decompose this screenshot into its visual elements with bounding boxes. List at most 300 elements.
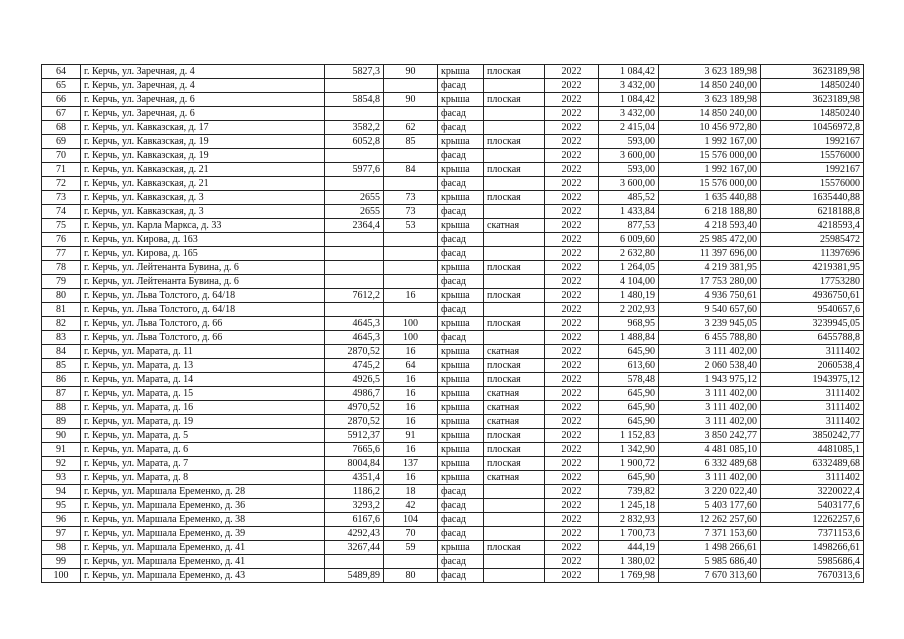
cost-cell: 11 397 696,00 — [659, 247, 761, 261]
address-cell: г. Керчь, ул. Кавказская, д. 19 — [81, 149, 325, 163]
flats-cell: 90 — [384, 93, 438, 107]
cost-cell: 1 992 167,00 — [659, 163, 761, 177]
roof-type-cell: плоская — [484, 429, 545, 443]
unit-price-cell: 1 342,90 — [599, 443, 659, 457]
row-number: 88 — [42, 401, 81, 415]
roof-type-cell: скатная — [484, 401, 545, 415]
year-cell: 2022 — [545, 289, 599, 303]
cost-cell: 3 220 022,40 — [659, 485, 761, 499]
table-row — [42, 65, 864, 79]
total-cell: 1635440,88 — [761, 191, 864, 205]
flats-cell: 85 — [384, 135, 438, 149]
total-cell: 14850240 — [761, 107, 864, 121]
row-number: 78 — [42, 261, 81, 275]
year-cell: 2022 — [545, 107, 599, 121]
area-cell: 4645,3 — [325, 317, 384, 331]
table-row — [42, 401, 864, 415]
row-number: 92 — [42, 457, 81, 471]
row-number: 86 — [42, 373, 81, 387]
year-cell: 2022 — [545, 415, 599, 429]
row-number: 97 — [42, 527, 81, 541]
cost-cell: 3 623 189,98 — [659, 93, 761, 107]
unit-price-cell: 444,19 — [599, 541, 659, 555]
total-cell: 17753280 — [761, 275, 864, 289]
year-cell: 2022 — [545, 485, 599, 499]
element-cell: фасад — [438, 149, 484, 163]
table-row — [42, 429, 864, 443]
area-cell — [325, 303, 384, 317]
roof-type-cell: скатная — [484, 471, 545, 485]
flats-cell — [384, 107, 438, 121]
unit-price-cell: 6 009,60 — [599, 233, 659, 247]
cost-cell: 5 403 177,60 — [659, 499, 761, 513]
table-row — [42, 387, 864, 401]
area-cell — [325, 149, 384, 163]
unit-price-cell: 3 432,00 — [599, 107, 659, 121]
table-row — [42, 303, 864, 317]
element-cell: крыша — [438, 135, 484, 149]
flats-cell — [384, 275, 438, 289]
cost-cell: 12 262 257,60 — [659, 513, 761, 527]
address-cell: г. Керчь, ул. Кавказская, д. 21 — [81, 163, 325, 177]
address-cell: г. Керчь, ул. Маршала Еременко, д. 28 — [81, 485, 325, 499]
table-row — [42, 415, 864, 429]
area-cell: 5854,8 — [325, 93, 384, 107]
cost-cell: 4 481 085,10 — [659, 443, 761, 457]
address-cell: г. Керчь, ул. Маршала Еременко, д. 39 — [81, 527, 325, 541]
row-number: 75 — [42, 219, 81, 233]
flats-cell: 64 — [384, 359, 438, 373]
area-cell: 6167,6 — [325, 513, 384, 527]
total-cell: 4936750,61 — [761, 289, 864, 303]
table-row — [42, 569, 864, 583]
area-cell: 2655 — [325, 191, 384, 205]
unit-price-cell: 645,90 — [599, 345, 659, 359]
flats-cell: 70 — [384, 527, 438, 541]
roof-type-cell — [484, 149, 545, 163]
total-cell: 11397696 — [761, 247, 864, 261]
cost-cell: 4 219 381,95 — [659, 261, 761, 275]
element-cell: крыша — [438, 289, 484, 303]
table-row — [42, 93, 864, 107]
cost-cell: 9 540 657,60 — [659, 303, 761, 317]
row-number: 81 — [42, 303, 81, 317]
area-cell: 5977,6 — [325, 163, 384, 177]
total-cell: 2060538,4 — [761, 359, 864, 373]
flats-cell: 16 — [384, 443, 438, 457]
row-number: 71 — [42, 163, 81, 177]
row-number: 73 — [42, 191, 81, 205]
roof-type-cell: плоская — [484, 317, 545, 331]
roof-type-cell — [484, 499, 545, 513]
row-number: 99 — [42, 555, 81, 569]
unit-price-cell: 1 769,98 — [599, 569, 659, 583]
element-cell: фасад — [438, 513, 484, 527]
cost-cell: 6 218 188,80 — [659, 205, 761, 219]
roof-type-cell — [484, 205, 545, 219]
unit-price-cell: 3 600,00 — [599, 149, 659, 163]
cost-cell: 4 936 750,61 — [659, 289, 761, 303]
area-cell: 5912,37 — [325, 429, 384, 443]
table-row — [42, 485, 864, 499]
total-cell: 15576000 — [761, 149, 864, 163]
area-cell — [325, 275, 384, 289]
total-cell: 3850242,77 — [761, 429, 864, 443]
cost-cell: 4 218 593,40 — [659, 219, 761, 233]
unit-price-cell: 877,53 — [599, 219, 659, 233]
area-cell: 3293,2 — [325, 499, 384, 513]
element-cell: крыша — [438, 373, 484, 387]
address-cell: г. Керчь, ул. Марата, д. 5 — [81, 429, 325, 443]
total-cell: 1992167 — [761, 163, 864, 177]
row-number: 77 — [42, 247, 81, 261]
address-cell: г. Керчь, ул. Карла Маркса, д. 33 — [81, 219, 325, 233]
flats-cell: 16 — [384, 345, 438, 359]
row-number: 95 — [42, 499, 81, 513]
row-number: 76 — [42, 233, 81, 247]
flats-cell: 16 — [384, 401, 438, 415]
year-cell: 2022 — [545, 149, 599, 163]
total-cell: 3111402 — [761, 345, 864, 359]
flats-cell: 62 — [384, 121, 438, 135]
cost-cell: 2 060 538,40 — [659, 359, 761, 373]
address-cell: г. Керчь, ул. Марата, д. 8 — [81, 471, 325, 485]
element-cell: фасад — [438, 499, 484, 513]
row-number: 89 — [42, 415, 81, 429]
unit-price-cell: 2 632,80 — [599, 247, 659, 261]
roof-type-cell: плоская — [484, 359, 545, 373]
element-cell: крыша — [438, 163, 484, 177]
total-cell: 3220022,4 — [761, 485, 864, 499]
flats-cell: 16 — [384, 387, 438, 401]
year-cell: 2022 — [545, 555, 599, 569]
address-cell: г. Керчь, ул. Заречная, д. 4 — [81, 79, 325, 93]
roof-type-cell — [484, 79, 545, 93]
area-cell: 3582,2 — [325, 121, 384, 135]
roof-type-cell: плоская — [484, 457, 545, 471]
row-number: 68 — [42, 121, 81, 135]
area-cell — [325, 555, 384, 569]
row-number: 70 — [42, 149, 81, 163]
flats-cell — [384, 79, 438, 93]
cost-cell: 5 985 686,40 — [659, 555, 761, 569]
element-cell: крыша — [438, 317, 484, 331]
cost-cell: 14 850 240,00 — [659, 107, 761, 121]
total-cell: 6455788,8 — [761, 331, 864, 345]
table-row — [42, 135, 864, 149]
year-cell: 2022 — [545, 177, 599, 191]
total-cell: 3623189,98 — [761, 65, 864, 79]
roof-type-cell — [484, 247, 545, 261]
table-row — [42, 345, 864, 359]
cost-cell: 3 111 402,00 — [659, 387, 761, 401]
total-cell: 1498266,61 — [761, 541, 864, 555]
year-cell: 2022 — [545, 359, 599, 373]
total-cell: 4218593,4 — [761, 219, 864, 233]
year-cell: 2022 — [545, 121, 599, 135]
cost-cell: 3 111 402,00 — [659, 471, 761, 485]
table-row — [42, 359, 864, 373]
repair-schedule-table — [41, 64, 864, 583]
table-row — [42, 443, 864, 457]
area-cell: 2364,4 — [325, 219, 384, 233]
unit-price-cell: 2 202,93 — [599, 303, 659, 317]
cost-cell: 6 455 788,80 — [659, 331, 761, 345]
address-cell: г. Керчь, ул. Маршала Еременко, д. 41 — [81, 541, 325, 555]
table-row — [42, 555, 864, 569]
total-cell: 7670313,6 — [761, 569, 864, 583]
element-cell: фасад — [438, 247, 484, 261]
roof-type-cell — [484, 555, 545, 569]
row-number: 69 — [42, 135, 81, 149]
element-cell: фасад — [438, 121, 484, 135]
roof-type-cell: скатная — [484, 219, 545, 233]
roof-type-cell — [484, 527, 545, 541]
table-row — [42, 205, 864, 219]
address-cell: г. Керчь, ул. Заречная, д. 6 — [81, 107, 325, 121]
year-cell: 2022 — [545, 261, 599, 275]
address-cell: г. Керчь, ул. Лейтенанта Бувина, д. 6 — [81, 261, 325, 275]
year-cell: 2022 — [545, 429, 599, 443]
unit-price-cell: 1 084,42 — [599, 65, 659, 79]
row-number: 98 — [42, 541, 81, 555]
year-cell: 2022 — [545, 527, 599, 541]
unit-price-cell: 593,00 — [599, 163, 659, 177]
year-cell: 2022 — [545, 65, 599, 79]
address-cell: г. Керчь, ул. Марата, д. 14 — [81, 373, 325, 387]
area-cell: 4986,7 — [325, 387, 384, 401]
year-cell: 2022 — [545, 205, 599, 219]
area-cell: 4745,2 — [325, 359, 384, 373]
cost-cell: 25 985 472,00 — [659, 233, 761, 247]
address-cell: г. Керчь, ул. Кавказская, д. 3 — [81, 205, 325, 219]
total-cell: 3111402 — [761, 387, 864, 401]
area-cell — [325, 107, 384, 121]
cost-cell: 1 498 266,61 — [659, 541, 761, 555]
cost-cell: 17 753 280,00 — [659, 275, 761, 289]
address-cell: г. Керчь, ул. Заречная, д. 6 — [81, 93, 325, 107]
year-cell: 2022 — [545, 79, 599, 93]
row-number: 87 — [42, 387, 81, 401]
cost-cell: 1 992 167,00 — [659, 135, 761, 149]
total-cell: 3111402 — [761, 415, 864, 429]
element-cell: фасад — [438, 275, 484, 289]
element-cell: крыша — [438, 415, 484, 429]
flats-cell: 84 — [384, 163, 438, 177]
year-cell: 2022 — [545, 233, 599, 247]
area-cell — [325, 233, 384, 247]
row-number: 82 — [42, 317, 81, 331]
area-cell: 4970,52 — [325, 401, 384, 415]
year-cell: 2022 — [545, 443, 599, 457]
cost-cell: 7 670 313,60 — [659, 569, 761, 583]
unit-price-cell: 2 832,93 — [599, 513, 659, 527]
address-cell: г. Керчь, ул. Кирова, д. 165 — [81, 247, 325, 261]
row-number: 74 — [42, 205, 81, 219]
total-cell: 7371153,6 — [761, 527, 864, 541]
area-cell: 4926,5 — [325, 373, 384, 387]
roof-type-cell: плоская — [484, 541, 545, 555]
unit-price-cell: 1 380,02 — [599, 555, 659, 569]
flats-cell: 104 — [384, 513, 438, 527]
year-cell: 2022 — [545, 541, 599, 555]
cost-cell: 3 239 945,05 — [659, 317, 761, 331]
flats-cell: 53 — [384, 219, 438, 233]
element-cell: крыша — [438, 387, 484, 401]
flats-cell: 100 — [384, 317, 438, 331]
cost-cell: 7 371 153,60 — [659, 527, 761, 541]
year-cell: 2022 — [545, 275, 599, 289]
address-cell: г. Керчь, ул. Кавказская, д. 19 — [81, 135, 325, 149]
roof-type-cell: плоская — [484, 289, 545, 303]
total-cell: 3623189,98 — [761, 93, 864, 107]
cost-cell: 3 850 242,77 — [659, 429, 761, 443]
element-cell: фасад — [438, 527, 484, 541]
row-number: 85 — [42, 359, 81, 373]
table-row — [42, 149, 864, 163]
flats-cell: 59 — [384, 541, 438, 555]
unit-price-cell: 645,90 — [599, 401, 659, 415]
roof-type-cell — [484, 485, 545, 499]
table-row — [42, 191, 864, 205]
area-cell: 3267,44 — [325, 541, 384, 555]
flats-cell — [384, 233, 438, 247]
element-cell: крыша — [438, 261, 484, 275]
cost-cell: 15 576 000,00 — [659, 149, 761, 163]
cost-cell: 3 111 402,00 — [659, 415, 761, 429]
flats-cell: 137 — [384, 457, 438, 471]
element-cell: фасад — [438, 569, 484, 583]
area-cell: 1186,2 — [325, 485, 384, 499]
table-row — [42, 219, 864, 233]
year-cell: 2022 — [545, 163, 599, 177]
unit-price-cell: 1 700,73 — [599, 527, 659, 541]
unit-price-cell: 1 488,84 — [599, 331, 659, 345]
roof-type-cell — [484, 107, 545, 121]
unit-price-cell: 4 104,00 — [599, 275, 659, 289]
total-cell: 12262257,6 — [761, 513, 864, 527]
address-cell: г. Керчь, ул. Кирова, д. 163 — [81, 233, 325, 247]
table-row — [42, 331, 864, 345]
roof-type-cell: плоская — [484, 373, 545, 387]
row-number: 64 — [42, 65, 81, 79]
address-cell: г. Керчь, ул. Маршала Еременко, д. 43 — [81, 569, 325, 583]
element-cell: фасад — [438, 79, 484, 93]
roof-type-cell: скатная — [484, 387, 545, 401]
cost-cell: 3 111 402,00 — [659, 401, 761, 415]
row-number: 65 — [42, 79, 81, 93]
flats-cell: 16 — [384, 373, 438, 387]
area-cell: 2655 — [325, 205, 384, 219]
area-cell — [325, 247, 384, 261]
element-cell: фасад — [438, 555, 484, 569]
address-cell: г. Керчь, ул. Маршала Еременко, д. 38 — [81, 513, 325, 527]
address-cell: г. Керчь, ул. Марата, д. 6 — [81, 443, 325, 457]
year-cell: 2022 — [545, 331, 599, 345]
total-cell: 9540657,6 — [761, 303, 864, 317]
table-row — [42, 317, 864, 331]
row-number: 79 — [42, 275, 81, 289]
total-cell: 3239945,05 — [761, 317, 864, 331]
roof-type-cell: плоская — [484, 261, 545, 275]
total-cell: 4219381,95 — [761, 261, 864, 275]
element-cell: крыша — [438, 93, 484, 107]
address-cell: г. Керчь, ул. Лейтенанта Бувина, д. 6 — [81, 275, 325, 289]
address-cell: г. Керчь, ул. Маршала Еременко, д. 36 — [81, 499, 325, 513]
area-cell: 5489,89 — [325, 569, 384, 583]
year-cell: 2022 — [545, 191, 599, 205]
row-number: 67 — [42, 107, 81, 121]
area-cell — [325, 79, 384, 93]
address-cell: г. Керчь, ул. Льва Толстого, д. 64/18 — [81, 303, 325, 317]
table-row — [42, 513, 864, 527]
roof-type-cell — [484, 275, 545, 289]
roof-type-cell: плоская — [484, 135, 545, 149]
table-row — [42, 107, 864, 121]
flats-cell: 73 — [384, 205, 438, 219]
row-number: 66 — [42, 93, 81, 107]
total-cell: 5985686,4 — [761, 555, 864, 569]
element-cell: крыша — [438, 219, 484, 233]
area-cell: 6052,8 — [325, 135, 384, 149]
element-cell: крыша — [438, 65, 484, 79]
cost-cell: 3 623 189,98 — [659, 65, 761, 79]
flats-cell: 16 — [384, 415, 438, 429]
year-cell: 2022 — [545, 247, 599, 261]
total-cell: 3111402 — [761, 471, 864, 485]
flats-cell: 16 — [384, 289, 438, 303]
element-cell: фасад — [438, 303, 484, 317]
table-row — [42, 79, 864, 93]
row-number: 94 — [42, 485, 81, 499]
table-row — [42, 233, 864, 247]
roof-type-cell: плоская — [484, 163, 545, 177]
total-cell: 5403177,6 — [761, 499, 864, 513]
element-cell: крыша — [438, 457, 484, 471]
unit-price-cell: 968,95 — [599, 317, 659, 331]
unit-price-cell: 1 480,19 — [599, 289, 659, 303]
table-row — [42, 121, 864, 135]
total-cell: 4481085,1 — [761, 443, 864, 457]
area-cell — [325, 261, 384, 275]
flats-cell: 18 — [384, 485, 438, 499]
element-cell: фасад — [438, 177, 484, 191]
area-cell: 4292,43 — [325, 527, 384, 541]
cost-cell: 14 850 240,00 — [659, 79, 761, 93]
flats-cell: 90 — [384, 65, 438, 79]
area-cell — [325, 177, 384, 191]
year-cell: 2022 — [545, 569, 599, 583]
roof-type-cell: скатная — [484, 345, 545, 359]
element-cell: крыша — [438, 541, 484, 555]
table-row — [42, 499, 864, 513]
total-cell: 1943975,12 — [761, 373, 864, 387]
row-number: 83 — [42, 331, 81, 345]
total-cell: 3111402 — [761, 401, 864, 415]
flats-cell — [384, 149, 438, 163]
total-cell: 15576000 — [761, 177, 864, 191]
table-row — [42, 261, 864, 275]
address-cell: г. Керчь, ул. Маршала Еременко, д. 41 — [81, 555, 325, 569]
year-cell: 2022 — [545, 471, 599, 485]
row-number: 80 — [42, 289, 81, 303]
unit-price-cell: 485,52 — [599, 191, 659, 205]
address-cell: г. Керчь, ул. Кавказская, д. 3 — [81, 191, 325, 205]
element-cell: фасад — [438, 233, 484, 247]
element-cell: крыша — [438, 443, 484, 457]
unit-price-cell: 593,00 — [599, 135, 659, 149]
table-row — [42, 527, 864, 541]
